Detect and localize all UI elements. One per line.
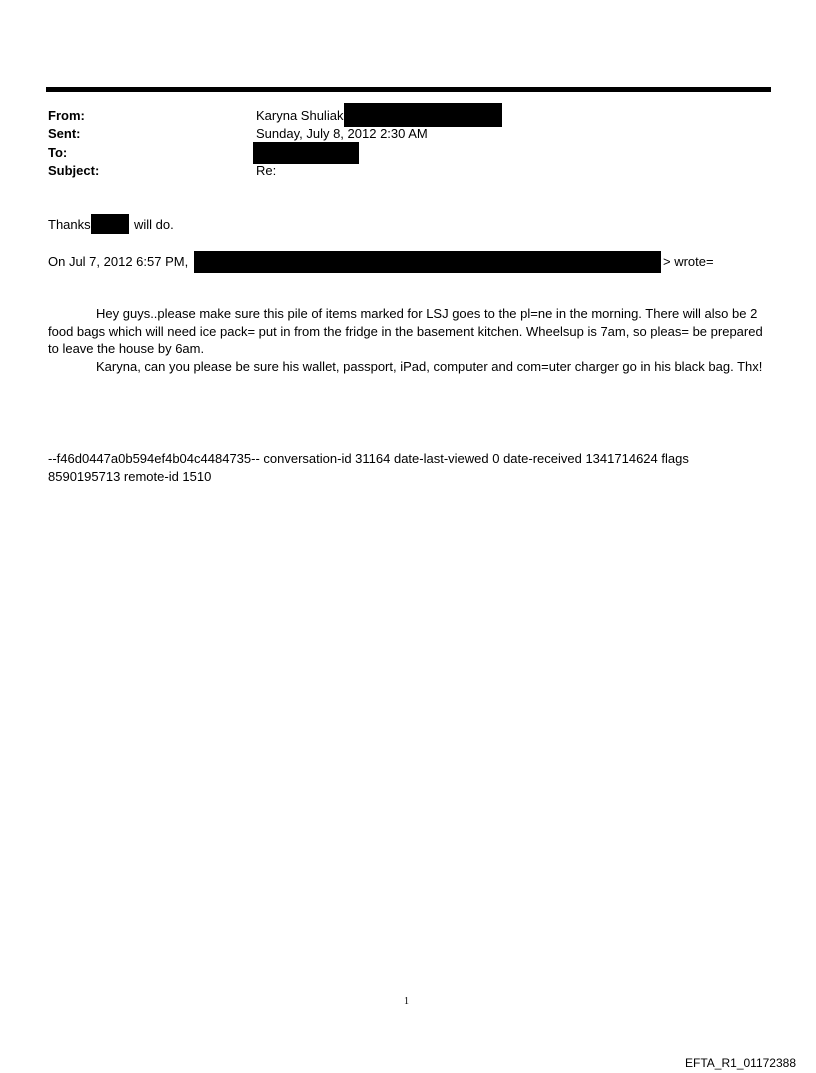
- reply-line: [48, 217, 91, 233]
- body-paragraph-2: Karyna, can you please be sure his wallet, passport, iPad, computer and com=uter charger go in his black bag. Thx!: [96, 358, 763, 374]
- quote-suffix: > wrote=: [663, 254, 714, 269]
- reply-thanks: Thanks: [48, 217, 91, 232]
- sent-label: Sent:: [48, 126, 81, 141]
- sent-value: Sunday, July 8, 2012 2:30 AM: [256, 126, 428, 141]
- body-paragraph-1: Hey guys..please make sure this pile of items marked for LSJ goes to the pl=ne in the morning. There will also be 2 food bags which will need ice pack= put in from the fridge in the basement kitchen. Wheelsup is 7am, so pleas= be prepared to leave the house by 6am.: [48, 306, 763, 356]
- subject-label: Subject:: [48, 163, 100, 178]
- redaction-from-email: [344, 103, 502, 127]
- redaction-quote-sender: [194, 251, 661, 273]
- to-label: To:: [48, 145, 68, 160]
- reply-will-do: will do.: [134, 217, 174, 232]
- from-value: Karyna Shuliak: [256, 108, 344, 123]
- message-metadata: --f46d0447a0b594ef4b04c4484735-- conversation-id 31164 date-last-viewed 0 date-received 1341714624 flags 8590195713 remote-id 1510: [48, 451, 689, 484]
- page-number: 1: [404, 996, 409, 1007]
- quote-prefix: On Jul 7, 2012 6:57 PM,: [48, 254, 189, 269]
- redaction-to-recipient: [253, 142, 359, 164]
- redaction-reply-name: [91, 214, 129, 234]
- header-rule: [46, 87, 771, 92]
- bates-number: EFTA_R1_01172388: [685, 1056, 796, 1070]
- from-label: From:: [48, 108, 85, 123]
- subject-value: Re:: [256, 163, 277, 178]
- message-body: [48, 305, 768, 375]
